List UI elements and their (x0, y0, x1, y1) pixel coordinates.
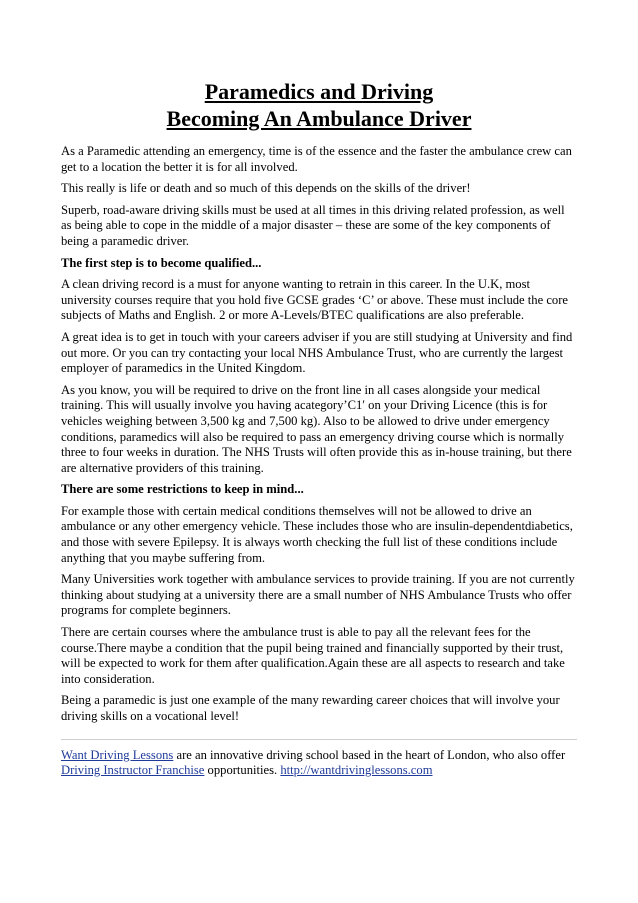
title-line-2: Becoming An Ambulance Driver (166, 106, 472, 131)
footer-text-part-1: are an innovative driving school based in the heart of London, who also offer (173, 747, 566, 762)
footer-text-part-2: opportunities. (204, 763, 281, 778)
paragraph-medical-conditions: For example those with certain medical conditions themselves will not be allowed to drive an ambulance or any other emergency vehicle. These includes those who are insulin-dependentdiabetics, and those with severe Epilepsy. It is always worth checking the full list of these conditions include anything that you maybe suffering from. (61, 503, 573, 565)
article-body (61, 144, 577, 725)
paragraph-front-line: As you know, you will be required to drive on the front line in all cases alongside your medical training. This will usually involve you having acategory’C1′ on your Driving Licence (this is for vehicles weighing between 3,500 kg and 7,500 kg). Also to be allowed to drive under emergency conditions, paramedics will also be required to pass an emergency driving course which is normally three to four weeks in duration. The NHS Trusts will often provide this as in-house training, but there are alternative providers of this training. (61, 382, 572, 475)
title-line-1: Paramedics and Driving (204, 79, 434, 104)
paragraph-driving-skills: Superb, road-aware driving skills must be used at all times in this driving related profession, as well as being able to cope in the middle of a major disaster – these are some of the key components of being a paramedic driver. (61, 202, 565, 248)
section-heading-restrictions: There are some restrictions to keep in mind... (61, 482, 304, 497)
paragraph-careers-adviser: A great idea is to get in touch with your careers adviser if you are still studying at University and find out more. Or you can try contacting your local NHS Ambulance Trust, who are currently the largest employer of paramedics in the United Kingdom. (61, 329, 573, 376)
paragraph-universities: Many Universities work together with ambulance services to provide training. If you are not currently thinking about studying at a university there are a small number of NHS Ambulance Trusts who offer programs for complete beginners. (61, 572, 575, 618)
want-driving-lessons-link[interactable]: Want Driving Lessons (61, 747, 174, 762)
section-heading-qualified: The first step is to become qualified... (61, 255, 262, 270)
paragraph-driving-record: A clean driving record is a must for anyone wanting to retrain in this career. In the U.K, most university courses require that you hold five GCSE grades ‘C’ or above. These must include the core subjects of Maths and English. 2 or more A-Levels/BTEC qualifications are also preferable. (61, 277, 568, 323)
paragraph-intro: As a Paramedic attending an emergency, time is of the essence and the faster the ambulance crew can get to a location the better it is for all involved. (61, 144, 572, 174)
document-title (61, 78, 577, 132)
paragraph-fees: There are certain courses where the ambulance trust is able to pay all the relevant fees for the course.There maybe a condition that the pupil being trained and financially supported by their trust, will be expected to work for them after qualification.Again these are all aspects to research and take into consideration. (61, 625, 565, 686)
website-url-link[interactable]: http://wantdrivinglessons.com (280, 763, 433, 778)
footer (61, 748, 577, 779)
document-page (61, 78, 577, 779)
footer-divider (61, 739, 577, 740)
paragraph-conclusion: Being a paramedic is just one example of the many rewarding career choices that will involve your driving skills on a vocational level! (61, 693, 560, 723)
paragraph-life-or-death: This really is life or death and so much of this depends on the skills of the driver! (61, 181, 471, 196)
driving-instructor-franchise-link[interactable]: Driving Instructor Franchise (61, 763, 205, 778)
footer-text (61, 748, 577, 779)
